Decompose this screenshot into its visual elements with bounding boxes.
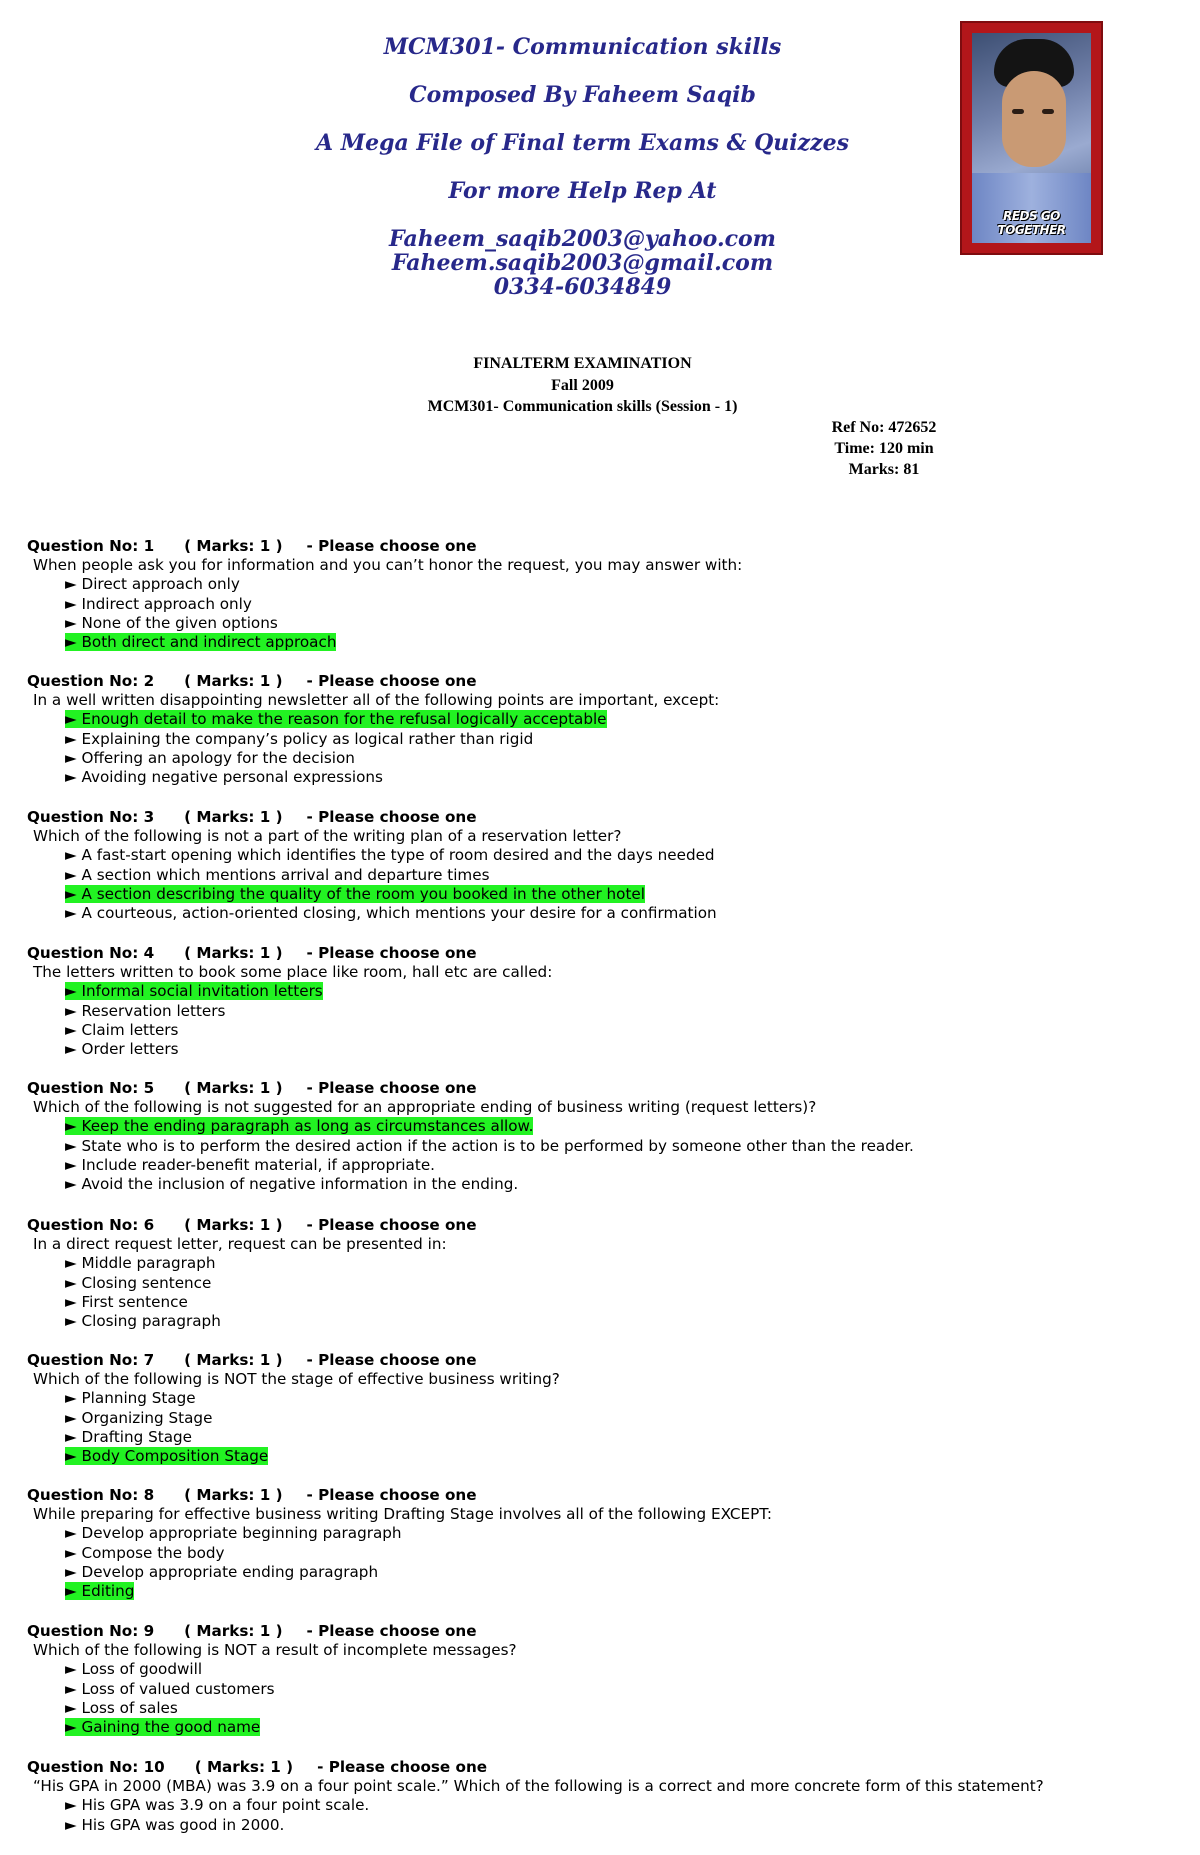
- correct-answer-highlight: [65, 1447, 268, 1465]
- question-marks: ( Marks: 1 ): [184, 1486, 283, 1504]
- answer-option-label: [65, 1137, 914, 1155]
- author-photo: [960, 21, 1103, 255]
- question-number: Question No: 4: [27, 944, 155, 962]
- question-header: [27, 808, 1187, 827]
- bullet-arrow-icon: ►: [65, 1174, 77, 1193]
- answer-option-text: None of the given options: [81, 613, 278, 632]
- answer-option: [27, 1447, 1187, 1466]
- question-number: Question No: 6: [27, 1216, 155, 1234]
- answer-option-text: A section describing the quality of the room you booked in the other hotel: [81, 884, 645, 903]
- exam-title: FINALTERM EXAMINATION: [473, 355, 692, 372]
- question-instruction: - Please choose one: [306, 1622, 477, 1640]
- answer-option-text: Editing: [81, 1581, 135, 1600]
- question-marks: ( Marks: 1 ): [184, 1351, 283, 1369]
- question-block: [27, 1622, 1187, 1737]
- answer-option-text: Develop appropriate beginning paragraph: [81, 1524, 402, 1543]
- question-marks: ( Marks: 1 ): [184, 1079, 283, 1097]
- question-text: “His GPA in 2000 (MBA) was 3.9 on a four point scale.” Which of the following is a correct and more concrete form of this statement?: [33, 1777, 1044, 1796]
- answer-option: [27, 730, 1187, 749]
- answer-option: [27, 1137, 1187, 1156]
- answer-option-label: [65, 614, 278, 632]
- answer-option: [27, 1293, 1187, 1312]
- question-text: When people ask you for information and you can’t honor the request, you may answer with:: [33, 556, 743, 575]
- answer-option-label: [65, 595, 252, 613]
- answer-option: [27, 633, 1187, 652]
- answer-option: [27, 982, 1187, 1001]
- answer-option-label: [65, 1040, 178, 1058]
- bullet-arrow-icon: ►: [65, 1273, 77, 1292]
- question-text: Which of the following is not suggested for an appropriate ending of business writing (request letters)?: [33, 1098, 817, 1117]
- question-number: Question No: 5: [27, 1079, 155, 1097]
- answer-option: [27, 1040, 1187, 1059]
- bullet-arrow-icon: ►: [65, 1562, 77, 1581]
- answer-option-label: [65, 1680, 275, 1698]
- question-number: Question No: 2: [27, 672, 155, 690]
- answer-option-text: Closing paragraph: [81, 1311, 221, 1330]
- question-block: [27, 537, 1187, 652]
- bullet-arrow-icon: ►: [65, 729, 77, 748]
- question-block: [27, 944, 1187, 1059]
- question-instruction: - Please choose one: [306, 672, 477, 690]
- answer-option-text: First sentence: [81, 1292, 188, 1311]
- answer-option-text: Include reader-benefit material, if appropriate.: [81, 1155, 435, 1174]
- bullet-arrow-icon: ►: [65, 1660, 77, 1679]
- answer-option: [27, 1582, 1187, 1601]
- answer-option: [27, 1254, 1187, 1273]
- answer-option: [27, 1544, 1187, 1563]
- answer-option-label: [65, 866, 489, 884]
- question-text: Which of the following is NOT the stage of effective business writing?: [33, 1370, 560, 1389]
- question-marks: ( Marks: 1 ): [194, 1758, 294, 1776]
- correct-answer-highlight: [65, 710, 607, 728]
- question-number: Question No: 7: [27, 1351, 155, 1369]
- answer-option-label: [65, 1156, 435, 1174]
- answer-option-text: Explaining the company’s policy as logical rather than rigid: [81, 729, 534, 748]
- answer-option-label: [65, 1312, 221, 1330]
- answer-option-text: Both direct and indirect approach: [81, 632, 337, 651]
- bullet-arrow-icon: ►: [65, 632, 77, 651]
- answer-option: [27, 614, 1187, 633]
- question-marks: ( Marks: 1 ): [184, 808, 283, 826]
- bullet-arrow-icon: ►: [65, 1427, 77, 1446]
- header-email-gmail: Faheem.saqib2003@gmail.com: [391, 250, 774, 276]
- answer-option-label: [65, 1544, 225, 1562]
- answer-option: [27, 846, 1187, 865]
- bullet-arrow-icon: ►: [65, 1698, 77, 1717]
- question-header: [27, 672, 1187, 691]
- bullet-arrow-icon: ►: [65, 1254, 77, 1273]
- bullet-arrow-icon: ►: [65, 613, 77, 632]
- answer-option: [27, 1660, 1187, 1679]
- answer-option-text: Loss of valued customers: [81, 1679, 275, 1698]
- answer-option: [27, 1389, 1187, 1408]
- answer-option: [27, 1175, 1187, 1194]
- answer-option: [27, 1156, 1187, 1175]
- answer-option-text: Reservation letters: [81, 1001, 226, 1020]
- correct-answer-highlight: [65, 1582, 134, 1600]
- answer-option: [27, 575, 1187, 594]
- bullet-arrow-icon: ►: [65, 884, 77, 903]
- exam-time: Time: 120 min: [834, 440, 934, 457]
- answer-option-label: [65, 1699, 178, 1717]
- bullet-arrow-icon: ►: [65, 1408, 77, 1427]
- answer-option-text: A section which mentions arrival and departure times: [81, 865, 490, 884]
- question-text: In a well written disappointing newsletter all of the following points are important, except:: [33, 691, 720, 710]
- answer-option-text: Compose the body: [81, 1543, 225, 1562]
- question-instruction: - Please choose one: [306, 1351, 477, 1369]
- answer-option-label: [65, 1796, 369, 1814]
- answer-option-text: Keep the ending paragraph as long as circumstances allow.: [81, 1117, 534, 1136]
- answer-option: [27, 904, 1187, 923]
- bullet-arrow-icon: ►: [65, 1717, 77, 1736]
- question-block: [27, 1486, 1187, 1601]
- answer-option: [27, 885, 1187, 904]
- answer-option-label: [65, 1660, 202, 1678]
- bullet-arrow-icon: ►: [65, 1815, 77, 1834]
- bullet-arrow-icon: ►: [65, 594, 77, 613]
- answer-option-text: Direct approach only: [81, 575, 240, 594]
- answer-option: [27, 1718, 1187, 1737]
- exam-ref-no: Ref No: 472652: [831, 419, 937, 436]
- bullet-arrow-icon: ►: [65, 767, 77, 786]
- question-header: [27, 1216, 1187, 1235]
- photo-eye-left: [1012, 109, 1024, 114]
- answer-option-label: [65, 1274, 211, 1292]
- bullet-arrow-icon: ►: [65, 1001, 77, 1020]
- answer-option: [27, 1816, 1187, 1835]
- answer-option: [27, 866, 1187, 885]
- correct-answer-highlight: [65, 885, 645, 903]
- correct-answer-highlight: [65, 633, 336, 651]
- bullet-arrow-icon: ►: [65, 1446, 77, 1465]
- bullet-arrow-icon: ►: [65, 748, 77, 767]
- bullet-arrow-icon: ►: [65, 710, 77, 729]
- answer-option-text: Organizing Stage: [81, 1408, 213, 1427]
- photo-caption: REDS GO TOGETHER: [997, 209, 1066, 237]
- question-instruction: - Please choose one: [306, 537, 477, 555]
- answer-option-text: Claim letters: [81, 1020, 179, 1039]
- answer-option: [27, 710, 1187, 729]
- question-text: While preparing for effective business writing Drafting Stage involves all of the following EXCEPT:: [33, 1505, 772, 1524]
- answer-option-text: A fast-start opening which identifies the type of room desired and the days needed: [81, 846, 715, 865]
- bullet-arrow-icon: ►: [65, 1039, 77, 1058]
- answer-option-label: [65, 1816, 284, 1834]
- answer-option: [27, 1409, 1187, 1428]
- answer-option-label: [65, 1254, 215, 1272]
- answer-option: [27, 1563, 1187, 1582]
- question-number: Question No: 9: [27, 1622, 155, 1640]
- header-email-yahoo: Faheem_saqib2003@yahoo.com: [389, 226, 776, 252]
- answer-option-text: Planning Stage: [81, 1389, 196, 1408]
- bullet-arrow-icon: ►: [65, 1136, 77, 1155]
- answer-option-text: Loss of sales: [81, 1698, 178, 1717]
- question-marks: ( Marks: 1 ): [184, 1216, 283, 1234]
- question-block: [27, 1758, 1187, 1835]
- answer-option-text: Middle paragraph: [81, 1254, 216, 1273]
- question-block: [27, 1216, 1187, 1331]
- answer-option-text: State who is to perform the desired action if the action is to be performed by someone other than the reader.: [81, 1136, 914, 1155]
- question-number: Question No: 10: [27, 1758, 165, 1776]
- question-marks: ( Marks: 1 ): [184, 537, 283, 555]
- answer-option-label: [65, 1428, 192, 1446]
- answer-option: [27, 1524, 1187, 1543]
- answer-option-text: His GPA was good in 2000.: [81, 1815, 285, 1834]
- answer-option-text: Avoiding negative personal expressions: [81, 767, 383, 786]
- question-number: Question No: 1: [27, 537, 155, 555]
- question-header: [27, 1622, 1187, 1641]
- correct-answer-highlight: [65, 982, 323, 1000]
- answer-option-label: [65, 1389, 196, 1407]
- answer-option-label: [65, 846, 715, 864]
- bullet-arrow-icon: ►: [65, 1020, 77, 1039]
- exam-course: MCM301- Communication skills (Session - 1): [427, 398, 738, 415]
- answer-option: [27, 1796, 1187, 1815]
- bullet-arrow-icon: ►: [65, 846, 77, 865]
- answer-option-label: [65, 1563, 378, 1581]
- question-instruction: - Please choose one: [306, 1216, 477, 1234]
- answer-option-text: Body Composition Stage: [81, 1446, 269, 1465]
- question-instruction: - Please choose one: [306, 1079, 477, 1097]
- answer-option-text: Gaining the good name: [81, 1717, 261, 1736]
- bullet-arrow-icon: ►: [65, 1679, 77, 1698]
- correct-answer-highlight: [65, 1718, 260, 1736]
- exam-term: Fall 2009: [551, 377, 614, 394]
- bullet-arrow-icon: ►: [65, 1796, 77, 1815]
- question-block: [27, 1079, 1187, 1194]
- answer-option-label: [65, 904, 717, 922]
- question-marks: ( Marks: 1 ): [184, 672, 283, 690]
- bullet-arrow-icon: ►: [65, 1117, 77, 1136]
- answer-option: [27, 768, 1187, 787]
- answer-option: [27, 1312, 1187, 1331]
- answer-option-text: Informal social invitation letters: [81, 982, 323, 1001]
- answer-option-label: [65, 730, 533, 748]
- photo-eye-right: [1042, 109, 1054, 114]
- question-text: Which of the following is NOT a result of incomplete messages?: [33, 1641, 517, 1660]
- bullet-arrow-icon: ►: [65, 1311, 77, 1330]
- bullet-arrow-icon: ►: [65, 1543, 77, 1562]
- answer-option-text: A courteous, action-oriented closing, which mentions your desire for a confirmation: [81, 903, 717, 922]
- author-photo-image: [972, 33, 1091, 243]
- bullet-arrow-icon: ►: [65, 1524, 77, 1543]
- answer-option: [27, 1117, 1187, 1136]
- question-instruction: - Please choose one: [317, 1758, 488, 1776]
- answer-option-text: Drafting Stage: [81, 1427, 192, 1446]
- answer-option-text: Closing sentence: [81, 1273, 212, 1292]
- question-header: [27, 1758, 1187, 1777]
- header-phone: 0334-6034849: [493, 274, 672, 300]
- photo-face: [1002, 71, 1066, 167]
- answer-option-label: [65, 749, 355, 767]
- answer-option: [27, 1021, 1187, 1040]
- question-header: [27, 537, 1187, 556]
- answer-option-text: Develop appropriate ending paragraph: [81, 1562, 379, 1581]
- answer-option-label: [65, 1409, 212, 1427]
- question-instruction: - Please choose one: [306, 944, 477, 962]
- answer-option-label: [65, 1524, 402, 1542]
- question-number: Question No: 8: [27, 1486, 155, 1504]
- question-header: [27, 1486, 1187, 1505]
- question-block: [27, 808, 1187, 923]
- header-course-title: MCM301- Communication skills: [383, 34, 782, 60]
- bullet-arrow-icon: ►: [65, 982, 77, 1001]
- question-header: [27, 944, 1187, 963]
- question-text: The letters written to book some place like room, hall etc are called:: [33, 963, 553, 982]
- bullet-arrow-icon: ►: [65, 865, 77, 884]
- answer-option-label: [65, 1021, 178, 1039]
- answer-option: [27, 749, 1187, 768]
- answer-option-text: Offering an apology for the decision: [81, 748, 355, 767]
- answer-option: [27, 1680, 1187, 1699]
- answer-option-label: [65, 575, 240, 593]
- question-header: [27, 1351, 1187, 1370]
- question-block: [27, 672, 1187, 787]
- bullet-arrow-icon: ►: [65, 1389, 77, 1408]
- question-instruction: - Please choose one: [306, 1486, 477, 1504]
- answer-option-text: Indirect approach only: [81, 594, 252, 613]
- answer-option-label: [65, 1293, 188, 1311]
- answer-option-label: [65, 768, 383, 786]
- question-number: Question No: 3: [27, 808, 155, 826]
- correct-answer-highlight: [65, 1117, 533, 1135]
- question-marks: ( Marks: 1 ): [184, 1622, 283, 1640]
- answer-option-text: Order letters: [81, 1039, 179, 1058]
- answer-option: [27, 1002, 1187, 1021]
- header-author: Composed By Faheem Saqib: [409, 82, 756, 108]
- answer-option-text: Avoid the inclusion of negative information in the ending.: [81, 1174, 519, 1193]
- question-block: [27, 1351, 1187, 1466]
- question-header: [27, 1079, 1187, 1098]
- bullet-arrow-icon: ►: [65, 1581, 77, 1600]
- question-text: In a direct request letter, request can be presented in:: [33, 1235, 447, 1254]
- answer-option: [27, 595, 1187, 614]
- header-help-line: For more Help Rep At: [448, 178, 717, 204]
- exam-marks: Marks: 81: [848, 461, 920, 478]
- bullet-arrow-icon: ►: [65, 1292, 77, 1311]
- answer-option-label: [65, 1002, 225, 1020]
- answer-option: [27, 1428, 1187, 1447]
- question-text: Which of the following is not a part of the writing plan of a reservation letter?: [33, 827, 622, 846]
- bullet-arrow-icon: ►: [65, 903, 77, 922]
- answer-option-text: Enough detail to make the reason for the refusal logically acceptable: [81, 710, 607, 729]
- answer-option-text: Loss of goodwill: [81, 1660, 203, 1679]
- answer-option: [27, 1274, 1187, 1293]
- bullet-arrow-icon: ►: [65, 1155, 77, 1174]
- question-marks: ( Marks: 1 ): [184, 944, 283, 962]
- header-subtitle: A Mega File of Final term Exams & Quizzes: [316, 130, 849, 156]
- bullet-arrow-icon: ►: [65, 575, 77, 594]
- answer-option-label: [65, 1175, 518, 1193]
- answer-option: [27, 1699, 1187, 1718]
- question-instruction: - Please choose one: [306, 808, 477, 826]
- answer-option-text: His GPA was 3.9 on a four point scale.: [81, 1796, 370, 1815]
